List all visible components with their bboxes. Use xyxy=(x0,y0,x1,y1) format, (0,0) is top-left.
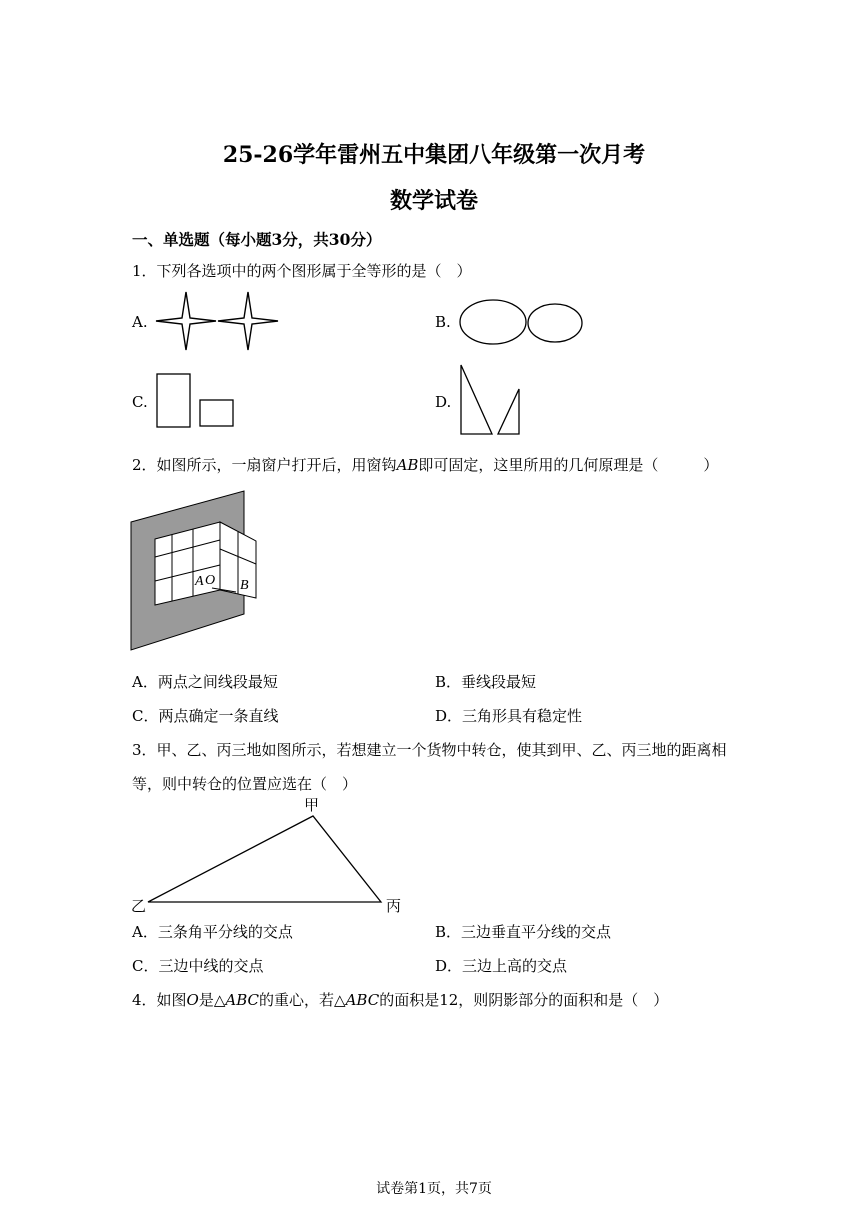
question-4-abc-1: ABC xyxy=(225,991,260,1009)
q2-window-figure xyxy=(128,488,258,654)
q1-option-d-label: D. xyxy=(435,393,452,411)
q3-triangle-figure xyxy=(128,794,408,916)
q3-option-c: C．三边中线的交点 xyxy=(132,957,264,975)
wide-rectangle xyxy=(200,400,233,426)
question-2 xyxy=(132,454,718,475)
label-a: A xyxy=(195,574,204,589)
question-4-prefix: 4．如图 xyxy=(132,991,187,1009)
right-triangle-small xyxy=(498,389,519,434)
q1-option-d-figure xyxy=(455,362,530,438)
tall-rectangle xyxy=(157,374,190,427)
question-3-line-2: 等，则中转仓的位置应选在（ ） xyxy=(132,775,358,793)
section-header: 一、单选题（每小题3分，共30分） xyxy=(132,230,382,249)
q1-option-b-figure xyxy=(455,298,590,348)
q2-option-a: A．两点之间线段最短 xyxy=(132,673,278,691)
q1-option-a-figure xyxy=(150,290,290,352)
label-jia: 甲 xyxy=(304,796,320,814)
question-2-text-before: 如图所示，一扇窗户打开后，用窗钩 xyxy=(156,456,397,474)
question-3-line-1: 3．甲、乙、丙三地如图所示，若想建立一个货物中转仓，使其到甲、乙、丙三地的距离相 xyxy=(132,741,727,759)
ellipse-small xyxy=(528,304,582,342)
q1-option-c-figure xyxy=(150,370,245,430)
q1-option-a-label: A. xyxy=(132,313,148,331)
right-triangle-large xyxy=(461,365,492,434)
four-point-star-right xyxy=(218,292,278,350)
exam-title: 25-26学年雷州五中集团八年级第一次月考 xyxy=(222,142,646,168)
ellipse-large xyxy=(460,300,526,344)
question-4-mid1: 是△ xyxy=(198,991,226,1009)
exam-subtitle: 数学试卷 xyxy=(389,188,478,214)
four-point-star-left xyxy=(156,292,216,350)
q1-option-c-label: C. xyxy=(132,393,148,411)
label-b: B xyxy=(240,578,249,593)
question-4-o: O xyxy=(186,991,199,1009)
label-yi: 乙 xyxy=(131,897,147,915)
question-4 xyxy=(132,989,668,1010)
label-bing: 丙 xyxy=(386,897,402,915)
q1-option-b-label: B. xyxy=(435,313,451,331)
q3-option-b: B．三边垂直平分线的交点 xyxy=(435,923,612,941)
q3-option-d: D．三边上高的交点 xyxy=(435,957,568,975)
q2-option-d: D．三角形具有稳定性 xyxy=(435,707,583,725)
label-o: O xyxy=(205,573,216,588)
page-footer: 试卷第1页，共7页 xyxy=(376,1181,492,1197)
question-2-variable: AB xyxy=(396,456,419,474)
question-2-number: 2． xyxy=(132,456,157,474)
question-1 xyxy=(132,260,472,281)
question-4-abc-2: ABC xyxy=(345,991,380,1009)
question-1-text: 下列各选项中的两个图形属于全等形的是（ ） xyxy=(156,262,472,280)
triangle-jia-yi-bing xyxy=(148,816,381,902)
q2-option-b: B．垂线段最短 xyxy=(435,673,537,691)
q3-option-a: A．三条角平分线的交点 xyxy=(132,923,293,941)
question-2-text-after: 即可固定，这里所用的几何原理是（ ） xyxy=(418,456,719,474)
q2-option-c: C．两点确定一条直线 xyxy=(132,707,279,725)
question-1-number: 1． xyxy=(132,262,157,280)
question-4-tail: 的面积是12，则阴影部分的面积和是（ ） xyxy=(379,991,669,1009)
question-4-mid2: 的重心，若△ xyxy=(259,991,346,1009)
